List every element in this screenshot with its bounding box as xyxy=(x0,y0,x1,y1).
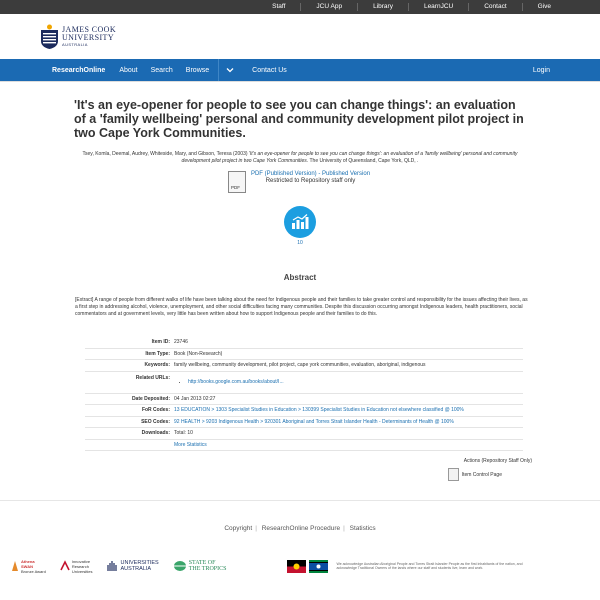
item-type-label: Item Type: xyxy=(145,350,170,357)
related-urls-label: Related URLs: xyxy=(135,374,170,381)
nav-about[interactable]: About xyxy=(119,66,138,74)
seo-codes-label: SEO Codes: xyxy=(141,418,170,425)
sot-text-1: STATE OF xyxy=(188,560,216,566)
record-page xyxy=(0,81,600,578)
more-statistics-link[interactable]: More Statistics xyxy=(174,441,207,448)
for-codes-link[interactable]: 13 EDUCATION > 1303 Specialist Studies in Education > 130399 Specialist Studies in Education not elsewhere classified @ 100% xyxy=(174,407,464,414)
main-nav xyxy=(0,59,600,81)
nav-login[interactable]: Login xyxy=(532,66,550,74)
document-search-icon xyxy=(448,468,459,481)
topbar-link-give[interactable]: Give xyxy=(522,3,566,11)
acknowledgement-text: We acknowledge Australian Aboriginal People and Torres Strait Islander People as the first inhabitants of the nation, and acknowledge Traditional Owners of the lands where our staff and students live, learn and work. xyxy=(336,561,523,570)
site-header xyxy=(0,14,600,59)
item-id-label: Item ID: xyxy=(151,339,170,346)
date-deposited-value: 04 Jan 2013 02:27 xyxy=(174,395,216,402)
iru-text-3: Universities xyxy=(71,568,93,574)
table-row xyxy=(85,372,523,394)
table-row xyxy=(85,349,523,361)
topbar-link-learnjcu[interactable]: LearnJCU xyxy=(408,3,468,11)
item-control-label: Item Control Page xyxy=(461,471,502,478)
nav-browse[interactable]: Browse xyxy=(185,66,210,74)
iru-text-2: Research xyxy=(71,563,89,569)
topbar-link-contact[interactable]: Contact xyxy=(468,3,521,11)
logo-line-3: AUSTRALIA xyxy=(62,42,88,47)
nav-divider xyxy=(218,59,219,81)
downloads-label: Downloads: xyxy=(141,430,170,437)
universities-australia-logo[interactable] xyxy=(107,560,159,572)
partner-logos xyxy=(0,554,600,578)
jcu-logo[interactable] xyxy=(40,24,116,50)
iru-icon xyxy=(60,560,70,572)
table-row xyxy=(85,440,523,452)
sot-text-2: THE TROPICS xyxy=(188,566,227,572)
athena-text-2: SWAN xyxy=(21,563,33,569)
table-row xyxy=(85,337,523,349)
citation-publisher: The University of Queensland, Cape York, QLD, . xyxy=(308,158,419,164)
aboriginal-flag-icon xyxy=(287,560,306,573)
item-type-value: Book (Non-Research) xyxy=(174,350,223,357)
ua-text-1: UNIVERSITIES xyxy=(120,560,159,566)
abstract-heading: Abstract xyxy=(283,273,317,282)
logo-line-2: UNIVERSITY xyxy=(62,33,114,42)
iru-logo[interactable] xyxy=(60,559,93,574)
for-codes-label: FoR Codes: xyxy=(141,407,170,414)
footer-links: Copyright | ResearchOnline Procedure | Statistics xyxy=(0,500,600,532)
footer-copyright-link[interactable]: Copyright xyxy=(224,525,253,532)
table-row xyxy=(85,405,523,417)
document-download xyxy=(0,171,600,193)
citation-authors: Tsey, Komla, Deemal, Audrey, Whiteside, Mary, and Gibson, Teresa (2003) xyxy=(82,151,249,157)
table-row xyxy=(85,394,523,406)
downloads-value: Total: 10 xyxy=(174,430,193,437)
iru-text-1: Innovative xyxy=(71,558,91,564)
universities-australia-icon xyxy=(107,560,119,572)
footer-procedure-link[interactable]: ResearchOnline Procedure xyxy=(261,525,341,532)
citation-title: 'It's an eye-opener for people to see you can change things': an evaluation of a 'family wellbeing' personal and community development pilot project in two Cape York Communities. xyxy=(181,151,518,164)
athena-swan-logo[interactable] xyxy=(11,559,46,574)
related-url-link[interactable]: http://books.google.com.au/books/about/I... xyxy=(188,378,284,385)
page-title: 'It's an eye-opener for people to see you can change things': an evaluation of a 'family wellbeing' personal and community development pilot project in two Cape York Communities. xyxy=(74,98,524,140)
jcu-crest-icon xyxy=(40,24,59,50)
utility-bar xyxy=(0,0,600,14)
topbar-link-staff[interactable]: Staff xyxy=(272,3,286,10)
ua-text-2: AUSTRALIA xyxy=(120,566,152,572)
nav-contact-us[interactable]: Contact Us xyxy=(252,66,287,74)
nav-researchonline[interactable]: ResearchOnline xyxy=(52,66,106,74)
abstract-text: [Extract] A range of people from different walks of life have been talking about the need for Indigenous people and their families to take greater control and responsibility for the issues affecting their lives, as a first step in addressing alcohol, violence, unemployment, and other social difficulties facing many communities. Despite this discussion occurring amongst Indigenous leaders, health practitioners, social commentators and at government levels, very little has been written about how to support Indigenous people and their families to do this. xyxy=(75,297,528,317)
download-stats xyxy=(0,206,600,246)
pdf-document-icon[interactable] xyxy=(228,171,246,193)
table-row xyxy=(85,428,523,440)
topbar-link-library[interactable]: Library xyxy=(357,3,408,11)
footer-statistics-link[interactable]: Statistics xyxy=(349,525,376,532)
pdf-restriction-note: Restricted to Repository staff only xyxy=(265,178,356,184)
table-row xyxy=(85,360,523,372)
keywords-label: Keywords: xyxy=(144,362,170,369)
date-deposited-label: Date Deposited: xyxy=(131,395,170,402)
logo-line-1: JAMES COOK xyxy=(62,25,117,34)
stats-count[interactable]: 10 xyxy=(297,240,303,246)
nav-search[interactable]: Search xyxy=(150,66,173,74)
athena-swan-icon xyxy=(11,560,19,572)
topbar-link-jcu-app[interactable]: JCU App xyxy=(300,3,357,11)
seo-codes-link[interactable]: 92 HEALTH > 9203 Indigenous Health > 920301 Aboriginal and Torres Strait Islander Health - Determinants of Health @ 100% xyxy=(174,418,454,425)
metadata-table xyxy=(85,337,523,451)
state-of-the-tropics-logo[interactable] xyxy=(173,560,227,572)
athena-text-3: Bronze Award xyxy=(21,568,46,574)
flags xyxy=(287,560,331,573)
athena-text-1: Athena xyxy=(21,558,35,564)
actions-heading: Actions (Repository Staff Only) xyxy=(463,458,532,464)
item-control-page-button[interactable] xyxy=(448,468,502,481)
citation xyxy=(68,151,532,165)
pdf-link[interactable]: PDF (Published Version) - Published Version xyxy=(250,171,371,177)
item-id-value: 23746 xyxy=(174,339,188,346)
table-row xyxy=(85,417,523,429)
bar-chart-icon[interactable] xyxy=(284,206,316,238)
pdf-icon-label: PDF xyxy=(230,185,240,190)
chevron-down-icon[interactable] xyxy=(223,63,237,77)
state-of-tropics-icon xyxy=(173,560,187,572)
staff-actions xyxy=(0,458,532,481)
keywords-value: family wellbeing, community development, pilot project, cape york communities, evaluation, aboriginal, indigenous xyxy=(174,362,426,369)
torres-strait-flag-icon xyxy=(309,560,328,573)
